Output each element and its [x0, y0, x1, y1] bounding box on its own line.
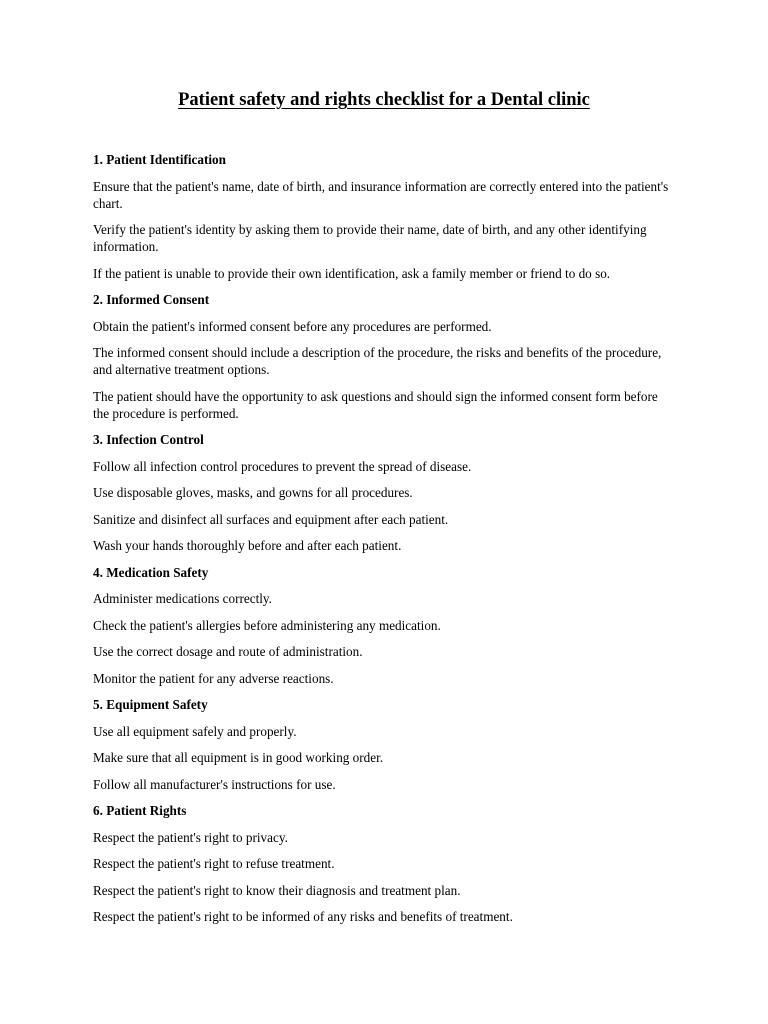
section-heading: 2. Informed Consent	[93, 292, 210, 307]
checklist-item: The informed consent should include a description of the procedure, the risks and benefits of the procedure, and alternative treatment options.	[93, 345, 662, 377]
checklist-item: Use all equipment safely and properly.	[93, 723, 297, 739]
checklist-item: Respect the patient's right to refuse treatment.	[93, 856, 335, 871]
checklist-item: Respect the patient's right to be informed of any risks and benefits of treatment.	[93, 909, 513, 924]
checklist-item: Verify the patient's identity by asking them to provide their name, date of birth, and any other identifying information.	[93, 222, 647, 254]
checklist-item: Respect the patient's right to privacy.	[93, 829, 288, 845]
checklist-item: Make sure that all equipment is in good working order.	[93, 750, 384, 765]
section-medication-safety	[93, 564, 675, 687]
section-informed-consent	[93, 291, 675, 422]
section-patient-rights	[93, 802, 675, 925]
checklist-item: Ensure that the patient's name, date of birth, and insurance information are correctly entered into the patient's chart.	[93, 178, 669, 211]
section-infection-control	[93, 431, 675, 554]
checklist-item: The patient should have the opportunity to ask questions and should sign the informed consent form before the procedure is performed.	[93, 388, 658, 421]
checklist-item: Obtain the patient's informed consent before any procedures are performed.	[93, 318, 492, 334]
checklist-item: Monitor the patient for any adverse reactions.	[93, 670, 334, 686]
checklist-item: Follow all manufacturer's instructions for use.	[93, 776, 336, 792]
section-heading: 4. Medication Safety	[93, 564, 209, 580]
section-heading: 1. Patient Identification	[93, 152, 226, 167]
checklist-item: Follow all infection control procedures to prevent the spread of disease.	[93, 458, 472, 474]
checklist-item: Sanitize and disinfect all surfaces and equipment after each patient.	[93, 511, 449, 527]
checklist-item: Respect the patient's right to know their diagnosis and treatment plan.	[93, 882, 461, 898]
document-body	[93, 151, 675, 935]
checklist-item: Use disposable gloves, masks, and gowns for all procedures.	[93, 485, 413, 500]
section-heading: 6. Patient Rights	[93, 803, 187, 818]
checklist-item: If the patient is unable to provide their own identification, ask a family member or friend to do so.	[93, 265, 611, 281]
section-equipment-safety	[93, 696, 675, 793]
section-patient-identification	[93, 151, 675, 282]
checklist-item: Check the patient's allergies before administering any medication.	[93, 617, 441, 633]
section-heading: 3. Infection Control	[93, 432, 204, 447]
checklist-item: Use the correct dosage and route of administration.	[93, 644, 363, 659]
document-title: Patient safety and rights checklist for a Dental clinic	[178, 90, 590, 110]
section-heading: 5. Equipment Safety	[93, 697, 208, 712]
checklist-item: Wash your hands thoroughly before and after each patient.	[93, 538, 402, 553]
checklist-item: Administer medications correctly.	[93, 591, 272, 606]
